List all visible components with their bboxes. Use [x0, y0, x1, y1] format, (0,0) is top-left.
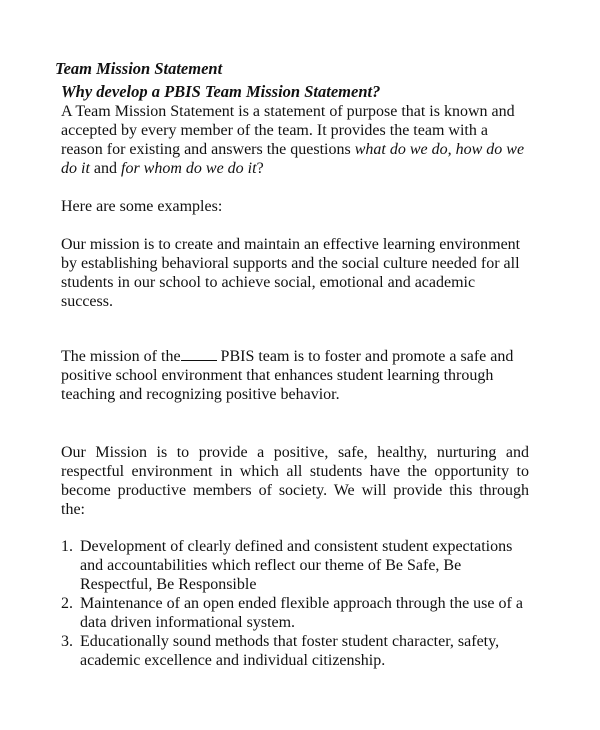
- examples-label: Here are some examples:: [61, 198, 223, 215]
- list-number: 1.: [61, 538, 73, 555]
- document-title: Team Mission Statement: [55, 59, 223, 78]
- example2-after-blank: PBIS team is to foster and promote a safe and positive school environment that enhances student learning through teaching and recognizing positive behavior.: [61, 348, 514, 403]
- list-number: 2.: [61, 595, 73, 612]
- intro-end: ?: [256, 160, 264, 177]
- list-text: Development of clearly defined and consistent student expectations and accountabilities which reflect our theme of Be Safe, Be Respectful, Be Responsible: [80, 538, 513, 593]
- intro-text: A Team Mission Statement is a statement of purpose that is known and accepted by every member of the team. It provides the team with a reason for existing and answers the questions: [61, 103, 515, 158]
- intro-paragraph: [61, 102, 526, 178]
- list-item: [61, 537, 531, 594]
- list-item: [61, 594, 531, 632]
- list-text: Educationally sound methods that foster student character, safety, academic excellence and individual citizenship.: [80, 633, 500, 669]
- list-item: [61, 632, 531, 670]
- intro-question-1: what do we do, how do we do it: [61, 141, 525, 177]
- list-number: 3.: [61, 633, 73, 650]
- numbered-list: [61, 537, 531, 670]
- example-paragraph-1: Our mission is to create and maintain an effective learning environment by establishing behavioral supports and the social culture needed for all students in our school to achieve social, emotional and academic success.: [61, 236, 521, 310]
- fill-in-blank: [181, 347, 217, 361]
- example2-before-blank: The mission of the: [61, 348, 181, 365]
- intro-joiner: and: [89, 160, 121, 177]
- intro-question-2: for whom do we do it: [121, 160, 257, 177]
- list-text: Maintenance of an open ended flexible approach through the use of a data driven informational system.: [80, 595, 523, 631]
- section-heading: Why develop a PBIS Team Mission Statement?: [61, 82, 381, 101]
- example-paragraph-3: Our Mission is to provide a positive, safe, healthy, nurturing and respectful environment in which all students have the opportunity to become productive members of society. We will provide this through the:: [61, 444, 529, 518]
- example-paragraph-2: [61, 347, 529, 404]
